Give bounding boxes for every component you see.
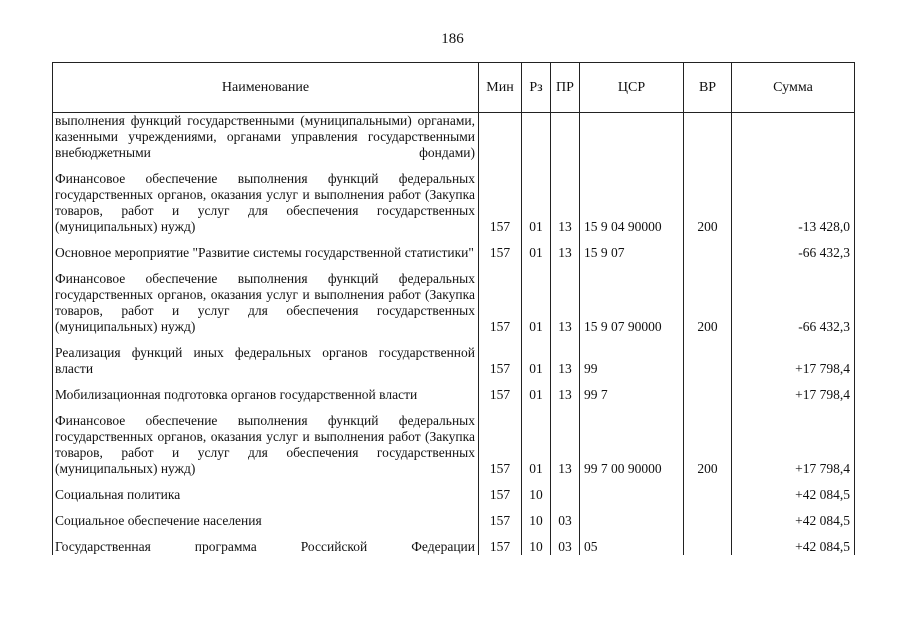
row-csr: 99 [580,345,684,377]
row-name: Финансовое обеспечение выполнения функций федеральных государственных органов, оказания услуг и выполнения работ (Закупка товаров, работ и услуг для обеспечения государственных (муниципальных) нужд) [53,171,479,235]
row-min: 157 [479,245,522,261]
row-name: Социальная политика [53,487,479,503]
row-sum: +17 798,4 [732,345,855,377]
row-rz [522,113,551,162]
row-pr: 03 [551,513,580,529]
row-csr: 99 7 [580,387,684,403]
row-min [479,113,522,162]
row-sum: +17 798,4 [732,387,855,403]
row-min: 157 [479,271,522,335]
row-csr [580,487,684,503]
row-rz: 01 [522,271,551,335]
row-pr: 03 [551,539,580,555]
row-min: 157 [479,539,522,555]
row-pr: 13 [551,245,580,261]
table-row [53,113,855,162]
page-number: 186 [441,31,464,47]
table-row [53,413,855,477]
row-rz: 10 [522,513,551,529]
row-name: Мобилизационная подготовка органов государственной власти [53,387,479,403]
row-rz: 10 [522,487,551,503]
row-csr: 99 7 00 90000 [580,413,684,477]
budget-table [52,62,855,555]
row-rz: 10 [522,539,551,555]
row-name: Финансовое обеспечение выполнения функций федеральных государственных органов, оказания услуг и выполнения работ (Закупка товаров, работ и услуг для обеспечения государственных (муниципальных) нужд) [53,413,479,477]
row-vr [684,513,732,529]
header-pr: ПР [551,63,580,113]
row-pr: 13 [551,345,580,377]
row-sum: -66 432,3 [732,271,855,335]
table-row [53,539,855,555]
header-name: Наименование [53,63,479,113]
header-min: Мин [479,63,522,113]
table-row [53,345,855,377]
header-csr: ЦСР [580,63,684,113]
table-row [53,513,855,529]
row-vr [684,245,732,261]
row-csr: 15 9 07 [580,245,684,261]
budget-table-container [52,62,854,555]
row-name: выполнения функций государственными (муниципальными) органами, казенными учреждениями, органами управления государственными внебюджетными фондами) [53,113,479,162]
row-min: 157 [479,513,522,529]
row-min: 157 [479,487,522,503]
row-pr: 13 [551,413,580,477]
row-sum: +17 798,4 [732,413,855,477]
row-sum [732,113,855,162]
row-vr [684,387,732,403]
row-sum: +42 084,5 [732,539,855,555]
row-sum: +42 084,5 [732,487,855,503]
table-row [53,487,855,503]
row-csr: 15 9 07 90000 [580,271,684,335]
row-vr [684,487,732,503]
row-pr: 13 [551,387,580,403]
row-sum: -13 428,0 [732,171,855,235]
row-name: Социальное обеспечение населения [53,513,479,529]
row-sum: +42 084,5 [732,513,855,529]
row-csr [580,113,684,162]
row-csr: 05 [580,539,684,555]
row-vr [684,539,732,555]
row-rz: 01 [522,413,551,477]
row-name: Финансовое обеспечение выполнения функций федеральных государственных органов, оказания услуг и выполнения работ (Закупка товаров, работ и услуг для обеспечения государственных (муниципальных) нужд) [53,271,479,335]
table-row [53,271,855,335]
row-csr: 15 9 04 90000 [580,171,684,235]
table-row [53,245,855,261]
row-min: 157 [479,387,522,403]
table-header-row [53,63,855,113]
table-row [53,387,855,403]
row-min: 157 [479,171,522,235]
row-rz: 01 [522,171,551,235]
row-vr: 200 [684,413,732,477]
row-name: Государственная программа Российской Федерации [53,539,479,555]
row-name: Реализация функций иных федеральных органов государственной власти [53,345,479,377]
row-rz: 01 [522,345,551,377]
row-min: 157 [479,345,522,377]
row-pr [551,487,580,503]
row-rz: 01 [522,245,551,261]
row-vr: 200 [684,171,732,235]
row-vr: 200 [684,271,732,335]
header-sum: Сумма [732,63,855,113]
row-sum: -66 432,3 [732,245,855,261]
row-vr [684,345,732,377]
row-pr [551,113,580,162]
row-pr: 13 [551,171,580,235]
row-pr: 13 [551,271,580,335]
row-csr [580,513,684,529]
row-name: Основное мероприятие "Развитие системы государственной статистики" [53,245,479,261]
row-vr [684,113,732,162]
row-min: 157 [479,413,522,477]
row-rz: 01 [522,387,551,403]
table-row [53,171,855,235]
header-rz: Рз [522,63,551,113]
header-vr: ВР [684,63,732,113]
